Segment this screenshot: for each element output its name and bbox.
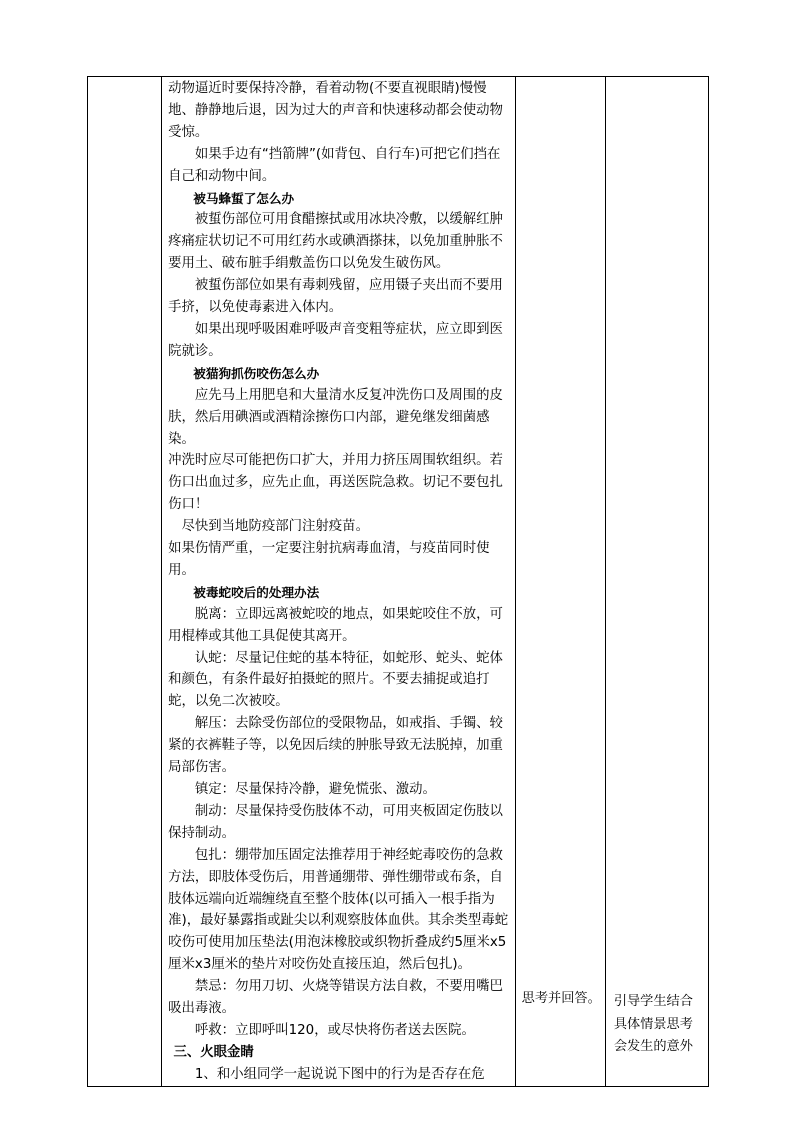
paragraph: 如果出现呼吸困难呼吸声音变粗等症状，应立即到医院就诊。 — [168, 321, 503, 359]
paragraph: 禁忌：勿用刀切、火烧等错误方法自救，不要用嘴巴吸出毒液。 — [168, 979, 503, 1017]
content-cell — [162, 77, 516, 1087]
paragraph: 制动：尽量保持受伤肢体不动，可用夹板固定伤肢以保持制动。 — [168, 803, 503, 841]
paragraph: 镇定：尽量保持冷静，避免慌张、激动。 — [194, 782, 436, 797]
section-heading: 三、火眼金睛 — [173, 1044, 254, 1060]
subheading: 被马蜂蜇了怎么办 — [193, 190, 295, 206]
subheading: 被猫狗抓伤咬伤怎么办 — [193, 365, 320, 381]
paragraph: 认蛇：尽量记住蛇的基本特征，如蛇形、蛇头、蛇体和颜色，有条件最好拍摄蛇的照片。不要去捕捉或追打蛇，以免二次被咬。 — [168, 650, 503, 710]
paragraph: 1、和小组同学一起说说下图中的行为是否存在危 — [194, 1066, 485, 1082]
design-intent-text: 引导学生结合具体情景思考会发生的意外 — [613, 994, 693, 1054]
empty-cell — [88, 77, 162, 1087]
lesson-plan-table — [87, 76, 709, 1087]
paragraph: 被蜇伤部位可用食醋擦拭或用冰块冷敷，以缓解红肿疼痛症状切记不可用红药水或碘酒搽抹，以免加重肿胀不要用土、破布脏手绢敷盖伤口以免发生破伤风。 — [168, 212, 503, 272]
paragraph: 被蜇伤部位如果有毒刺残留，应用镊子夹出而不要用手挤，以免使毒素进入体内。 — [168, 278, 503, 316]
paragraph: 解压：去除受伤部位的受限物品，如戒指、手镯、较紧的衣裤鞋子等，以免因后续的肿胀导致无法脱掉，加重局部伤害。 — [168, 716, 503, 776]
paragraph: 动物逼近时要保持冷静，看着动物(不要直视眼睛)慢慢地、静静地后退，因为过大的声音和快速移动都会使动物受惊。 — [168, 81, 503, 140]
paragraph: 如果伤情严重，一定要注射抗病毒血清，与疫苗同时使用。 — [168, 541, 490, 578]
paragraph: 应先马上用肥皂和大量清水反复冲洗伤口及周围的皮肤，然后用碘酒或酒精涂擦伤口内部，避免继发细菌感染。 — [168, 387, 503, 447]
paragraph: 冲洗时应尽可能把伤口扩大，并用力挤压周围软组织。若伤口出血过多，应先止血，再送医院急救。切记不要包扎伤口！ — [168, 453, 503, 513]
paragraph: 尽快到当地防疫部门注射疫苗。 — [181, 519, 369, 535]
subheading: 被毒蛇咬后的处理办法 — [193, 584, 320, 600]
student-activity-cell — [515, 77, 605, 1087]
design-intent-cell — [605, 77, 708, 1087]
content-text — [162, 77, 515, 1086]
table-row — [88, 77, 709, 1087]
paragraph: 包扎：绷带加压固定法推荐用于神经蛇毒咬伤的急救方法，即肢体受伤后，用普通绷带、弹性绷带或布条，自肢体远端向近端缠绕直至整个肢体(以可插入一根手指为准)，最好暴露指或趾尖以利观察肢体血供。其余类型毒蛇咬伤可使用加压垫法(用泡沫橡胶或织物折叠成约5厘米x5厘米x3厘米的垫片对咬伤处直接压迫，然后包扎)。 — [168, 847, 509, 973]
paragraph: 呼救：立即呼叫120，或尽快将伤者送去医院。 — [194, 1022, 475, 1038]
student-activity-text: 思考并回答。 — [521, 991, 601, 1006]
paragraph: 如果手边有“挡箭牌”(如背包、自行车)可把它们挡在自己和动物中间。 — [168, 146, 501, 184]
paragraph: 脱离：立即远离被蛇咬的地点，如果蛇咬住不放，可用棍棒或其他工具促使其离开。 — [168, 606, 503, 644]
